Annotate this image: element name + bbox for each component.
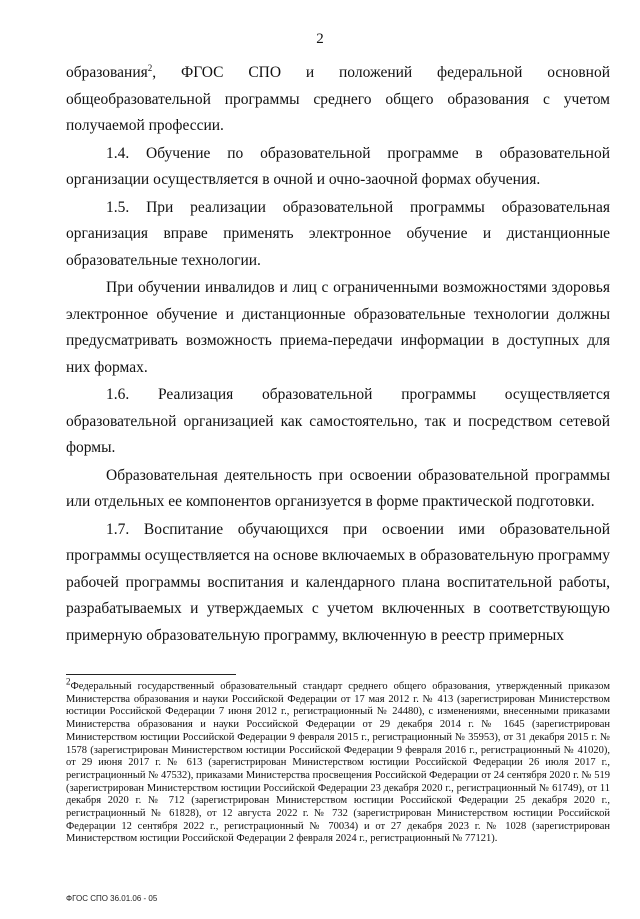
paragraph-1-4: 1.4. Обучение по образовательной программе в образовательной организации осуществляется в очной и очно-заочной формах обучения. xyxy=(66,144,610,188)
footer-code: ФГОС СПО 36.01.06 - 05 xyxy=(66,894,158,903)
footnote-marker: 2 xyxy=(66,676,71,687)
footnote-text: Федеральный государственный образовательный стандарт среднего общего образования, утвержденный приказом Министерства образования и науки Российской Федерации от 17 мая 2012 г. № 413 (зарегистрирован Министерством юстиции Российской Федерации 7 июня 2012 г., регистрационный № 24480), с изменениями, внесенными приказами Министерства образования и науки Российской Федерации от 29 декабря 2014 г. № 1645 (зарегистрирован Министерством юстиции Российской Федерации 9 февраля 2015 г., регистрационный № 35953), от 31 декабря 2015 г. № 1578 (зарегистрирован Министерством юстиции Российской Федерации 9 февраля 2016 г., регистрационный № 41020), от 29 июня 2017 г. № 613 (зарегистрирован Министерством юстиции Российской Федерации 26 июля 2017 г., регистрационный № 47532), приказами Министерства просвещения Российской Федерации от 24 сентября 2020 г. № 519 (зарегистрирован Министерством юстиции Российской Федерации 23 декабря 2020 г., регистрационный № 61749), от 11 декабря 2020 г. № 712 (зарегистрирован Министерством юстиции Российской Федерации 25 декабря 2020 г., регистрационный № 61828), от 12 августа 2022 г. № 732 (зарегистрирован Министерством юстиции Российской Федерации 12 сентября 2022 г., регистрационный № 70034) и от 27 декабря 2023 г. № 1028 (зарегистрирован Министерством юстиции Российской Федерации 2 февраля 2024 г., регистрационный № 77121). xyxy=(66,681,610,845)
document-body xyxy=(66,60,610,649)
footnote-divider xyxy=(66,674,236,675)
paragraph-practice: Образовательная деятельность при освоении образовательной программы или отдельных ее компонентов организуется в форме практической подготовки. xyxy=(66,466,610,510)
paragraph-1-7: 1.7. Воспитание обучающихся при освоении ими образовательной программы осуществляется на основе включаемых в образовательную программу рабочей программы воспитания и календарного плана воспитательной работы, разрабатываемых и утверждаемых с учетом включенных в соответствующую примерную образовательную программу, включенную в реестр примерных xyxy=(66,520,610,644)
paragraph-1-5: 1.5. При реализации образовательной программы образовательная организация вправе применять электронное обучение и дистанционные образовательные технологии. xyxy=(66,198,610,269)
paragraph-intro xyxy=(66,60,610,140)
paragraph-intro-rest: , ФГОС СПО и положений федеральной основной общеобразовательной программы среднего общего образования с учетом получаемой профессии. xyxy=(66,64,610,134)
paragraph-disabilities: При обучении инвалидов и лиц с ограниченными возможностями здоровья электронное обучение и дистанционные образовательные технологии должны предусматривать возможность приема-передачи информации в доступных для них формах. xyxy=(66,279,610,376)
footnote xyxy=(66,676,610,846)
paragraph-1-6: 1.6. Реализация образовательной программы осуществляется образовательной организацией как самостоятельно, так и посредством сетевой формы. xyxy=(66,386,610,456)
page-number: 2 xyxy=(316,31,324,47)
footnote-ref: 2 xyxy=(147,62,153,73)
paragraph-intro-start: образования xyxy=(66,64,148,81)
